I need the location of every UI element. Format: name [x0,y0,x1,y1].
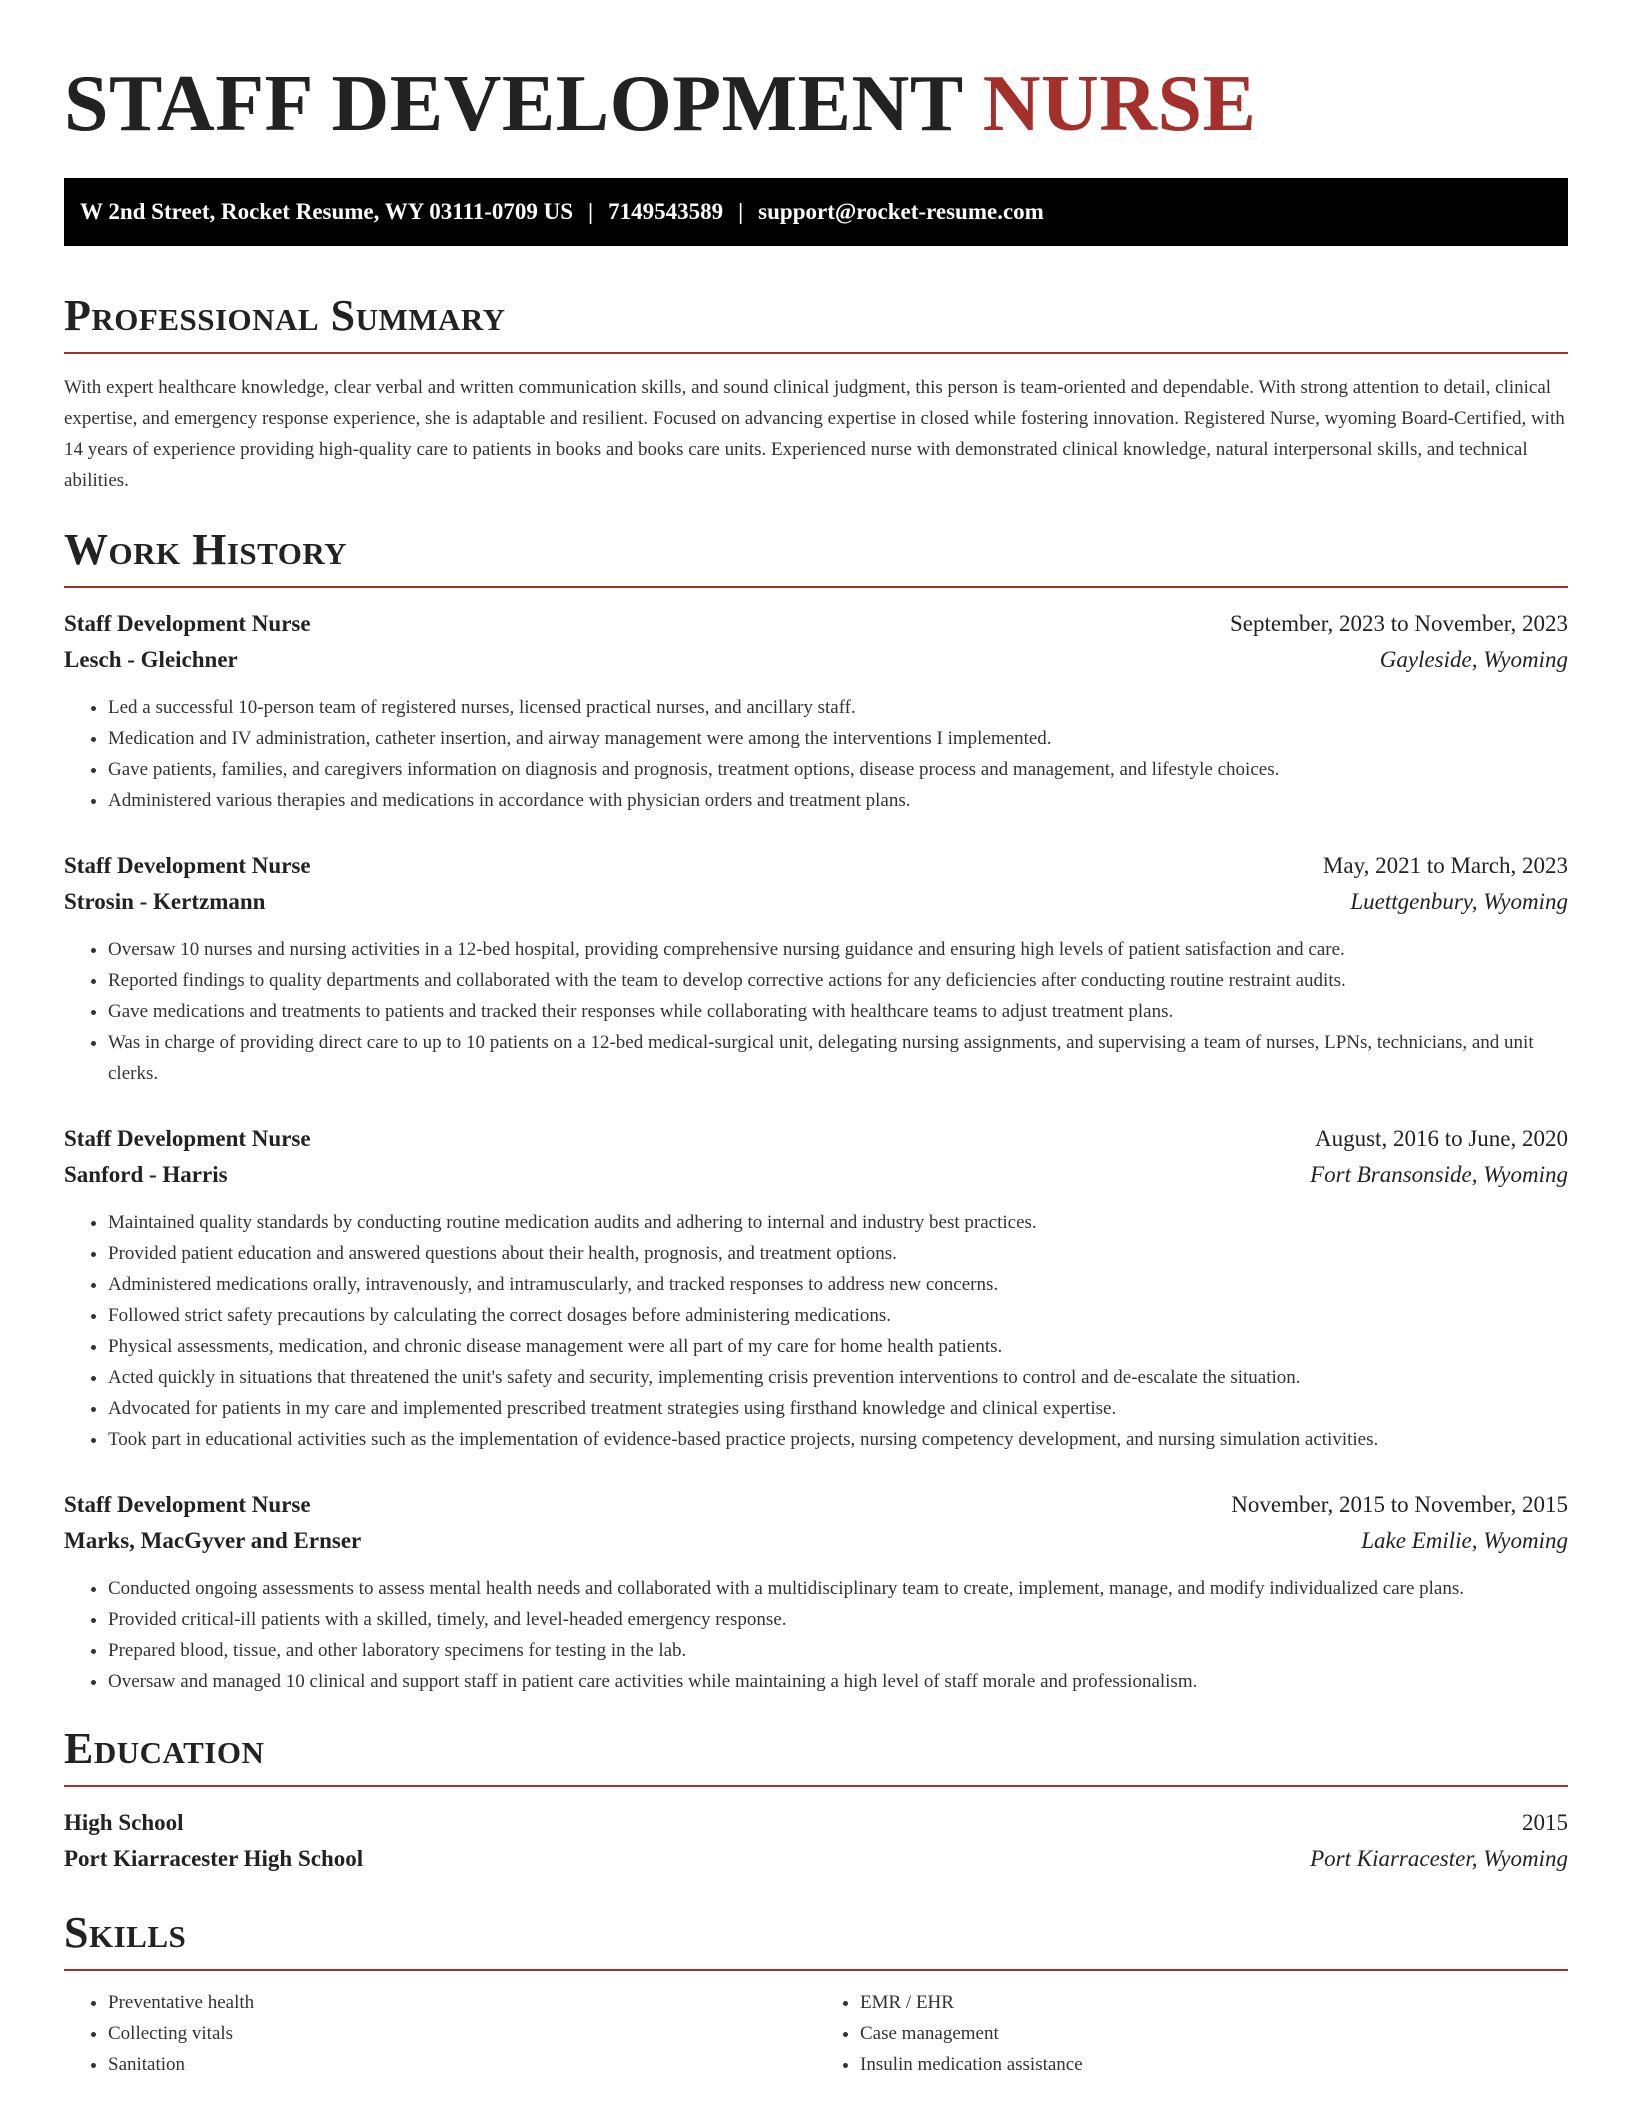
job-title: Staff Development Nurse [64,853,311,878]
contact-address: W 2nd Street, Rocket Resume, WY 03111-0709 US [80,199,574,224]
job-bullets [64,692,1568,816]
job-header-row [64,1121,1568,1157]
job-bullet: • Physical assessments, medication, and chronic disease management were all part of my care for home health patients. [108,1331,1568,1362]
job-company-row [64,1157,1568,1193]
job-entry [64,606,1568,816]
job-bullet: • Gave medications and treatments to patients and tracked their responses while collaborating with healthcare teams to adjust treatment plans. [108,996,1568,1027]
skill-item: • EMR / EHR [860,1987,1568,2018]
education-header-row [64,1805,1568,1841]
skill-item: • Collecting vitals [108,2018,816,2049]
work-history-heading: Work History [64,525,348,574]
job-dates: August, 2016 to June, 2020 [1315,1126,1568,1151]
job-bullet: • Medication and IV administration, catheter insertion, and airway management were among the interventions I implemented. [108,723,1568,754]
education-entry [64,1805,1568,1877]
job-company: Lesch - Gleichner [64,647,238,672]
job-entry [64,1487,1568,1697]
job-location: Gayleside, Wyoming [1379,647,1568,672]
work-history-section [64,524,1568,1697]
education-heading: Education [64,1724,265,1773]
job-bullets [64,934,1568,1089]
contact-separator: | [588,199,594,224]
job-company: Marks, MacGyver and Ernser [64,1528,362,1553]
summary-heading: Professional Summary [64,291,506,340]
job-title: Staff Development Nurse [64,1126,311,1151]
job-header-row [64,1487,1568,1523]
skill-item: • Preventative health [108,1987,816,2018]
summary-section [64,290,1568,496]
education-degree: High School [64,1810,184,1835]
job-bullet: • Gave patients, families, and caregivers information on diagnosis and prognosis, treatment options, disease process and management, and lifestyle choices. [108,754,1568,785]
contact-email: support@rocket-resume.com [758,199,1044,224]
title-accent: NURSE [982,60,1257,148]
job-company-row [64,884,1568,920]
job-bullet: • Acted quickly in situations that threatened the unit's safety and security, implementing crisis prevention interventions to control and de-escalate the situation. [108,1362,1568,1393]
job-location: Lake Emilie, Wyoming [1361,1528,1568,1553]
section-divider [64,1785,1568,1787]
job-bullet: • Maintained quality standards by conducting routine medication audits and adhering to internal and industry best practices. [108,1207,1568,1238]
education-location: Port Kiarracester, Wyoming [1310,1846,1568,1871]
job-bullet: • Provided critical-ill patients with a skilled, timely, and level-headed emergency response. [108,1604,1568,1635]
job-dates: September, 2023 to November, 2023 [1230,611,1568,636]
job-bullet: • Provided patient education and answered questions about their health, prognosis, and treatment options. [108,1238,1568,1269]
section-divider [64,1969,1568,1971]
title-main: STAFF DEVELOPMENT [64,60,963,148]
job-header-row [64,848,1568,884]
job-dates: November, 2015 to November, 2015 [1231,1492,1568,1517]
job-bullet: • Reported findings to quality departments and collaborated with the team to develop corrective actions for any deficiencies after conducting routine restraint audits. [108,965,1568,996]
job-bullet: • Administered medications orally, intravenously, and intramuscularly, and tracked responses to address new concerns. [108,1269,1568,1300]
contact-bar [64,178,1568,246]
section-divider [64,352,1568,354]
job-company-row [64,642,1568,678]
job-title: Staff Development Nurse [64,1492,311,1517]
skill-item: • Sanitation [108,2049,816,2080]
job-bullet: • Administered various therapies and medications in accordance with physician orders and treatment plans. [108,785,1568,816]
skill-item: • Insulin medication assistance [860,2049,1568,2080]
job-bullet: • Followed strict safety precautions by calculating the correct dosages before administering medications. [108,1300,1568,1331]
job-bullet: • Led a successful 10-person team of registered nurses, licensed practical nurses, and ancillary staff. [108,692,1568,723]
section-divider [64,586,1568,588]
job-location: Luettgenbury, Wyoming [1350,889,1568,914]
job-entry [64,1121,1568,1455]
job-bullet: • Advocated for patients in my care and implemented prescribed treatment strategies using firsthand knowledge and clinical expertise. [108,1393,1568,1424]
job-bullet: • Oversaw and managed 10 clinical and support staff in patient care activities while maintaining a high level of staff morale and professionalism. [108,1666,1568,1697]
skills-heading: Skills [64,1908,187,1957]
job-location: Fort Bransonside, Wyoming [1310,1162,1568,1187]
skills-list-left [64,1987,816,2080]
job-company: Strosin - Kertzmann [64,889,266,914]
summary-text: With expert healthcare knowledge, clear verbal and written communication skills, and sound clinical judgment, this person is team-oriented and dependable. With strong attention to detail, clinical expertise, and emergency response experience, she is adaptable and resilient. Focused on advancing expertise in closed while fostering innovation. Registered Nurse, wyoming Board-Certified, with 14 years of experience providing high-quality care to patients in books and books care units. Experienced nurse with demonstrated clinical knowledge, natural interpersonal skills, and technical abilities. [64,377,1565,491]
job-dates: May, 2021 to March, 2023 [1322,853,1568,878]
job-bullet: • Was in charge of providing direct care to up to 10 patients on a 12-bed medical-surgical unit, delegating nursing assignments, and supervising a team of nurses, LPNs, technicians, and unit clerks. [108,1027,1568,1089]
education-school-row [64,1841,1568,1877]
job-bullet: • Prepared blood, tissue, and other laboratory specimens for testing in the lab. [108,1635,1568,1666]
contact-separator: | [738,199,744,224]
job-title: Staff Development Nurse [64,611,311,636]
job-bullet: • Oversaw 10 nurses and nursing activities in a 12-bed hospital, providing comprehensive nursing guidance and ensuring high levels of patient satisfaction and care. [108,934,1568,965]
skills-list-right [816,1987,1568,2080]
skills-section [64,1907,1568,2080]
education-school: Port Kiarracester High School [64,1846,364,1871]
skills-columns [64,1987,1568,2080]
contact-phone: 7149543589 [608,199,724,224]
job-bullet: • Conducted ongoing assessments to assess mental health needs and collaborated with a multidisciplinary team to create, implement, manage, and modify individualized care plans. [108,1573,1568,1604]
job-entry [64,848,1568,1089]
resume-title [64,56,1568,152]
education-year: 2015 [1522,1810,1568,1835]
education-section [64,1723,1568,1877]
job-company: Sanford - Harris [64,1162,228,1187]
job-bullets [64,1207,1568,1455]
job-bullet: • Took part in educational activities such as the implementation of evidence-based practice projects, nursing competency development, and nursing simulation activities. [108,1424,1568,1455]
job-company-row [64,1523,1568,1559]
job-header-row [64,606,1568,642]
skill-item: • Case management [860,2018,1568,2049]
job-bullets [64,1573,1568,1697]
